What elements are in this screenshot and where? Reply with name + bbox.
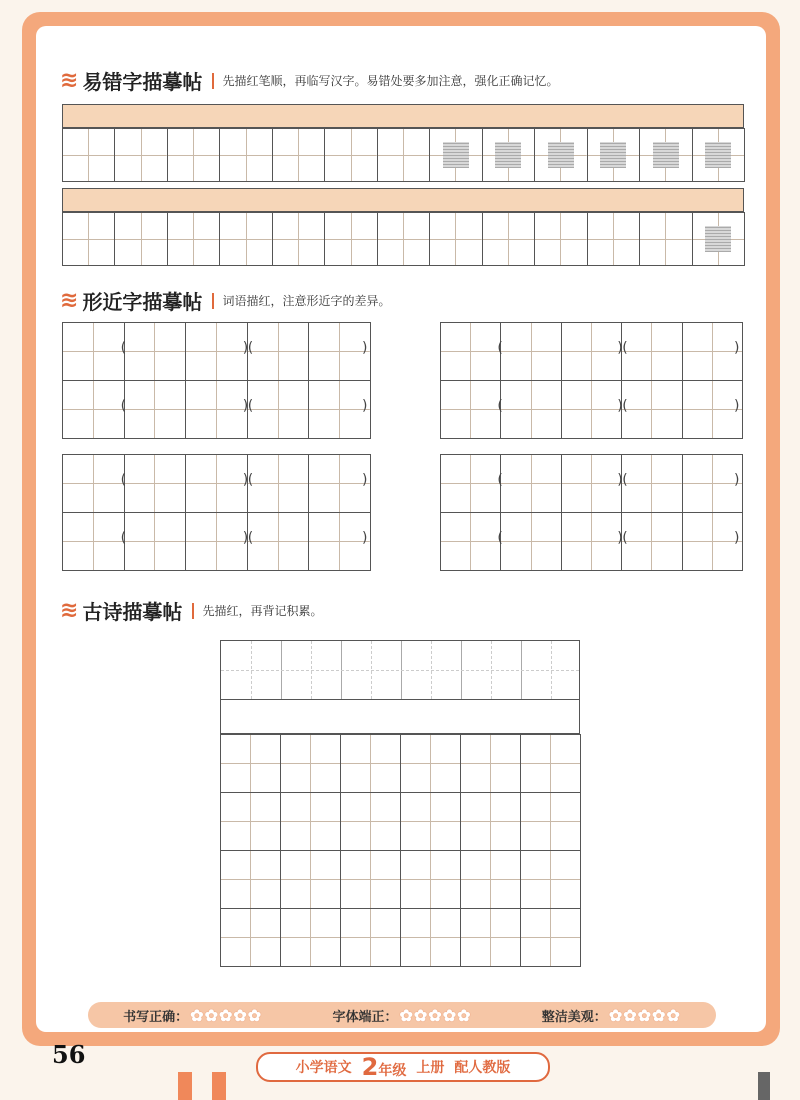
grid-cell <box>114 128 167 182</box>
stroke-step <box>378 129 429 181</box>
paren-open: ( <box>247 472 254 488</box>
stroke-step <box>325 213 376 265</box>
key-character <box>63 455 127 512</box>
grid-cell <box>561 454 622 513</box>
grid-cell <box>534 212 587 266</box>
grid-cell <box>220 908 281 967</box>
grid-cell <box>377 128 430 182</box>
grid-cell <box>561 380 622 439</box>
divider <box>212 73 214 89</box>
section-name: 形近字描摹帖 <box>82 290 203 314</box>
grid-cell <box>500 512 561 571</box>
grid-cell <box>247 322 310 381</box>
grid-cell <box>62 380 125 439</box>
paren-open: ( <box>497 472 503 488</box>
section-name: 古诗描摹帖 <box>82 600 183 624</box>
trace-character <box>562 455 621 512</box>
trace-character <box>562 323 621 380</box>
shaded-practice-cell <box>600 142 626 168</box>
divider <box>192 603 194 619</box>
poem-character <box>221 735 280 792</box>
grid-cell <box>124 380 187 439</box>
grid-cell <box>534 128 587 182</box>
grid-cell <box>621 322 682 381</box>
trace-character <box>309 455 370 512</box>
grid-cell <box>440 454 501 513</box>
evaluation-bar <box>88 1002 716 1028</box>
grid-cell <box>62 454 125 513</box>
grid-cell <box>114 212 167 266</box>
grid-cell <box>639 212 692 266</box>
grid-cell <box>219 128 272 182</box>
grade-number: 2 <box>361 1053 379 1081</box>
trace-character <box>186 381 247 438</box>
grid-cell <box>247 512 310 571</box>
paren-open: ( <box>247 340 254 356</box>
paren-close: ) <box>617 398 623 414</box>
paren-close: ) <box>617 340 623 356</box>
grid-cell <box>62 322 125 381</box>
grid-cell <box>400 908 461 967</box>
poem-character <box>461 793 520 850</box>
grid-cell <box>500 380 561 439</box>
key-character <box>441 381 503 438</box>
eval-label: 书写正确： <box>123 1009 189 1025</box>
grid-cell <box>124 512 187 571</box>
poem-character <box>221 851 280 908</box>
section-desc: 词语描红，注意形近字的差异。 <box>222 294 391 308</box>
eval-label: 整洁美观： <box>541 1009 607 1025</box>
poem-character <box>461 909 520 966</box>
paren-close: ) <box>617 530 623 546</box>
poem-title-row <box>220 640 580 700</box>
grid-cell <box>272 212 325 266</box>
grid-cell <box>340 792 401 851</box>
grid-cell <box>520 908 581 967</box>
grid-cell <box>185 512 248 571</box>
divider <box>212 293 214 309</box>
grid-cell <box>340 734 401 793</box>
book-label <box>256 1052 550 1082</box>
grid-cell <box>500 454 561 513</box>
trace-character <box>309 323 370 380</box>
poem-character <box>281 909 340 966</box>
trace-character <box>501 455 560 512</box>
grid-cell <box>500 322 561 381</box>
paren-open: ( <box>622 398 628 414</box>
paren-close: ) <box>734 340 740 356</box>
page-tab <box>178 1072 192 1100</box>
punctuation <box>521 851 580 908</box>
section-desc: 先描红笔顺，再临写汉字。易错处要多加注意，强化正确记忆。 <box>222 74 559 88</box>
grid-cell <box>185 322 248 381</box>
grid-cell <box>167 212 220 266</box>
grid-cell <box>400 734 461 793</box>
wave-icon: ≋ <box>60 68 79 93</box>
punctuation <box>521 735 580 792</box>
trace-character <box>501 513 560 570</box>
paren-close: ) <box>242 530 249 546</box>
shaded-practice-cell <box>705 226 731 252</box>
paren-open: ( <box>497 340 503 356</box>
grid-cell <box>460 908 521 967</box>
grid-cell <box>324 128 377 182</box>
paren-open: ( <box>120 340 127 356</box>
paren-close: ) <box>242 472 249 488</box>
grid-cell <box>482 212 535 266</box>
grid-cell <box>520 850 581 909</box>
grid-cell <box>340 908 401 967</box>
paren-open: ( <box>622 340 628 356</box>
trace-character <box>309 513 370 570</box>
paren-open: ( <box>622 530 628 546</box>
grid-cell <box>167 128 220 182</box>
hint-note <box>62 188 744 212</box>
trace-character <box>248 323 309 380</box>
edition-label: 配人教版 <box>454 1060 511 1076</box>
poem-character <box>461 851 520 908</box>
stroke-step <box>325 129 376 181</box>
key-character <box>63 323 127 380</box>
eval-item-1 <box>123 1006 262 1025</box>
section-name: 易错字描摹帖 <box>82 70 203 94</box>
trace-character <box>248 381 309 438</box>
poem-character <box>281 735 340 792</box>
grid-cell <box>124 454 187 513</box>
grid-cell <box>62 212 115 266</box>
grid-cell <box>460 734 521 793</box>
paren-close: ) <box>734 398 740 414</box>
wave-icon: ≋ <box>60 598 79 623</box>
grid-cell <box>400 792 461 851</box>
paren-close: ) <box>734 472 740 488</box>
paren-open: ( <box>497 530 503 546</box>
grid-cell <box>621 380 682 439</box>
section-similar-title <box>60 286 390 315</box>
grid-cell <box>429 128 482 182</box>
key-character <box>63 513 127 570</box>
grid-cell <box>520 734 581 793</box>
grid-cell <box>400 850 461 909</box>
stroke-step <box>588 213 639 265</box>
grid-cell <box>280 792 341 851</box>
poem-title-char <box>401 641 461 701</box>
grid-cell <box>185 380 248 439</box>
grid-cell <box>460 850 521 909</box>
poem-character <box>341 793 400 850</box>
punctuation <box>521 793 580 850</box>
paren-close: ) <box>362 398 368 414</box>
grid-cell <box>460 792 521 851</box>
grid-cell <box>247 454 310 513</box>
subject-label: 小学语文 <box>295 1060 352 1076</box>
trace-character <box>622 455 681 512</box>
stroke-step <box>378 213 429 265</box>
grid-cell <box>62 512 125 571</box>
paren-open: ( <box>247 398 254 414</box>
shaded-practice-cell <box>653 142 679 168</box>
grade-group <box>362 1053 407 1081</box>
trace-character <box>562 513 621 570</box>
trace-character <box>125 323 186 380</box>
trace-character <box>501 381 560 438</box>
stroke-step <box>168 129 219 181</box>
grid-cell <box>280 734 341 793</box>
stroke-step <box>168 213 219 265</box>
grid-cell <box>440 512 501 571</box>
trace-character <box>562 381 621 438</box>
poem-character <box>401 735 460 792</box>
stroke-step <box>273 213 324 265</box>
model-character <box>63 213 114 265</box>
grid-cell <box>440 322 501 381</box>
key-character <box>441 323 503 380</box>
trace-character <box>622 323 681 380</box>
poem-character <box>401 851 460 908</box>
trace-character <box>125 381 186 438</box>
grid-cell <box>220 850 281 909</box>
grid-cell <box>220 792 281 851</box>
stroke-step <box>483 213 534 265</box>
grid-cell <box>561 322 622 381</box>
grid-cell <box>692 128 745 182</box>
grid-cell <box>247 380 310 439</box>
grid-cell <box>220 734 281 793</box>
trace-character <box>125 513 186 570</box>
section-poem-title <box>60 596 322 625</box>
grid-cell <box>587 128 640 182</box>
punctuation <box>521 909 580 966</box>
stroke-step <box>430 213 481 265</box>
trace-character <box>186 455 247 512</box>
paren-open: ( <box>120 398 127 414</box>
shaded-practice-cell <box>443 142 469 168</box>
star-rating[interactable]: ✿✿✿✿✿ <box>399 1005 472 1025</box>
hint-note <box>62 104 744 128</box>
paren-open: ( <box>120 530 127 546</box>
stroke-step <box>220 129 271 181</box>
term-label: 上册 <box>416 1060 445 1076</box>
grid-cell <box>272 128 325 182</box>
trace-character <box>248 513 309 570</box>
trace-character <box>125 455 186 512</box>
paren-close: ) <box>362 340 368 356</box>
eval-label: 字体端正： <box>332 1009 398 1025</box>
page-tab <box>212 1072 226 1100</box>
grid-cell <box>621 454 682 513</box>
trace-character <box>186 323 247 380</box>
grid-cell <box>219 212 272 266</box>
page-number: 56 <box>52 1040 86 1069</box>
trace-character <box>248 455 309 512</box>
grid-cell <box>561 512 622 571</box>
poem-character <box>401 909 460 966</box>
stroke-step <box>535 213 586 265</box>
paren-close: ) <box>242 340 249 356</box>
poem-character <box>341 909 400 966</box>
section-desc: 先描红，再背记积累。 <box>202 604 323 618</box>
stroke-step <box>273 129 324 181</box>
grid-cell <box>124 322 187 381</box>
shaded-practice-cell <box>495 142 521 168</box>
poem-character <box>341 735 400 792</box>
grid-cell <box>692 212 745 266</box>
poem-character <box>221 909 280 966</box>
poem-character <box>401 793 460 850</box>
grid-cell <box>639 128 692 182</box>
grid-cell <box>429 212 482 266</box>
eval-item-3 <box>542 1006 681 1025</box>
paren-close: ) <box>242 398 249 414</box>
grid-cell <box>520 792 581 851</box>
grid-cell <box>62 128 115 182</box>
trace-character <box>309 381 370 438</box>
paren-open: ( <box>497 398 503 414</box>
grid-cell <box>482 128 535 182</box>
trace-character <box>186 513 247 570</box>
paren-open: ( <box>120 472 127 488</box>
poem-character <box>341 851 400 908</box>
grid-cell <box>621 512 682 571</box>
star-rating[interactable]: ✿✿✿✿✿ <box>190 1005 263 1025</box>
grid-cell <box>440 380 501 439</box>
paren-open: ( <box>622 472 628 488</box>
key-character <box>441 455 503 512</box>
shaded-practice-cell <box>705 142 731 168</box>
poem-author-row <box>220 700 580 734</box>
grade-label: 年级 <box>378 1063 407 1079</box>
paren-open: ( <box>247 530 254 546</box>
eval-item-2 <box>332 1006 471 1025</box>
trace-character <box>501 323 560 380</box>
page-tab <box>758 1072 770 1100</box>
trace-character <box>622 513 681 570</box>
poem-character <box>281 793 340 850</box>
grid-cell <box>340 850 401 909</box>
grid-cell <box>377 212 430 266</box>
stroke-step <box>115 213 166 265</box>
grid-cell <box>185 454 248 513</box>
grid-cell <box>280 850 341 909</box>
wave-icon: ≋ <box>60 288 79 313</box>
grid-cell <box>324 212 377 266</box>
key-character <box>441 513 503 570</box>
key-character <box>63 381 127 438</box>
shaded-practice-cell <box>548 142 574 168</box>
trace-character <box>622 381 681 438</box>
poem-title-char <box>341 641 401 701</box>
paren-close: ) <box>362 472 368 488</box>
paren-close: ) <box>617 472 623 488</box>
grid-cell <box>587 212 640 266</box>
stroke-step <box>115 129 166 181</box>
poem-character <box>461 735 520 792</box>
paren-close: ) <box>362 530 368 546</box>
model-character <box>63 129 114 181</box>
grid-cell <box>280 908 341 967</box>
poem-character <box>281 851 340 908</box>
stroke-step <box>220 213 271 265</box>
paren-close: ) <box>734 530 740 546</box>
section-error-title <box>60 66 558 95</box>
star-rating[interactable]: ✿✿✿✿✿ <box>608 1005 681 1025</box>
poem-character <box>221 793 280 850</box>
